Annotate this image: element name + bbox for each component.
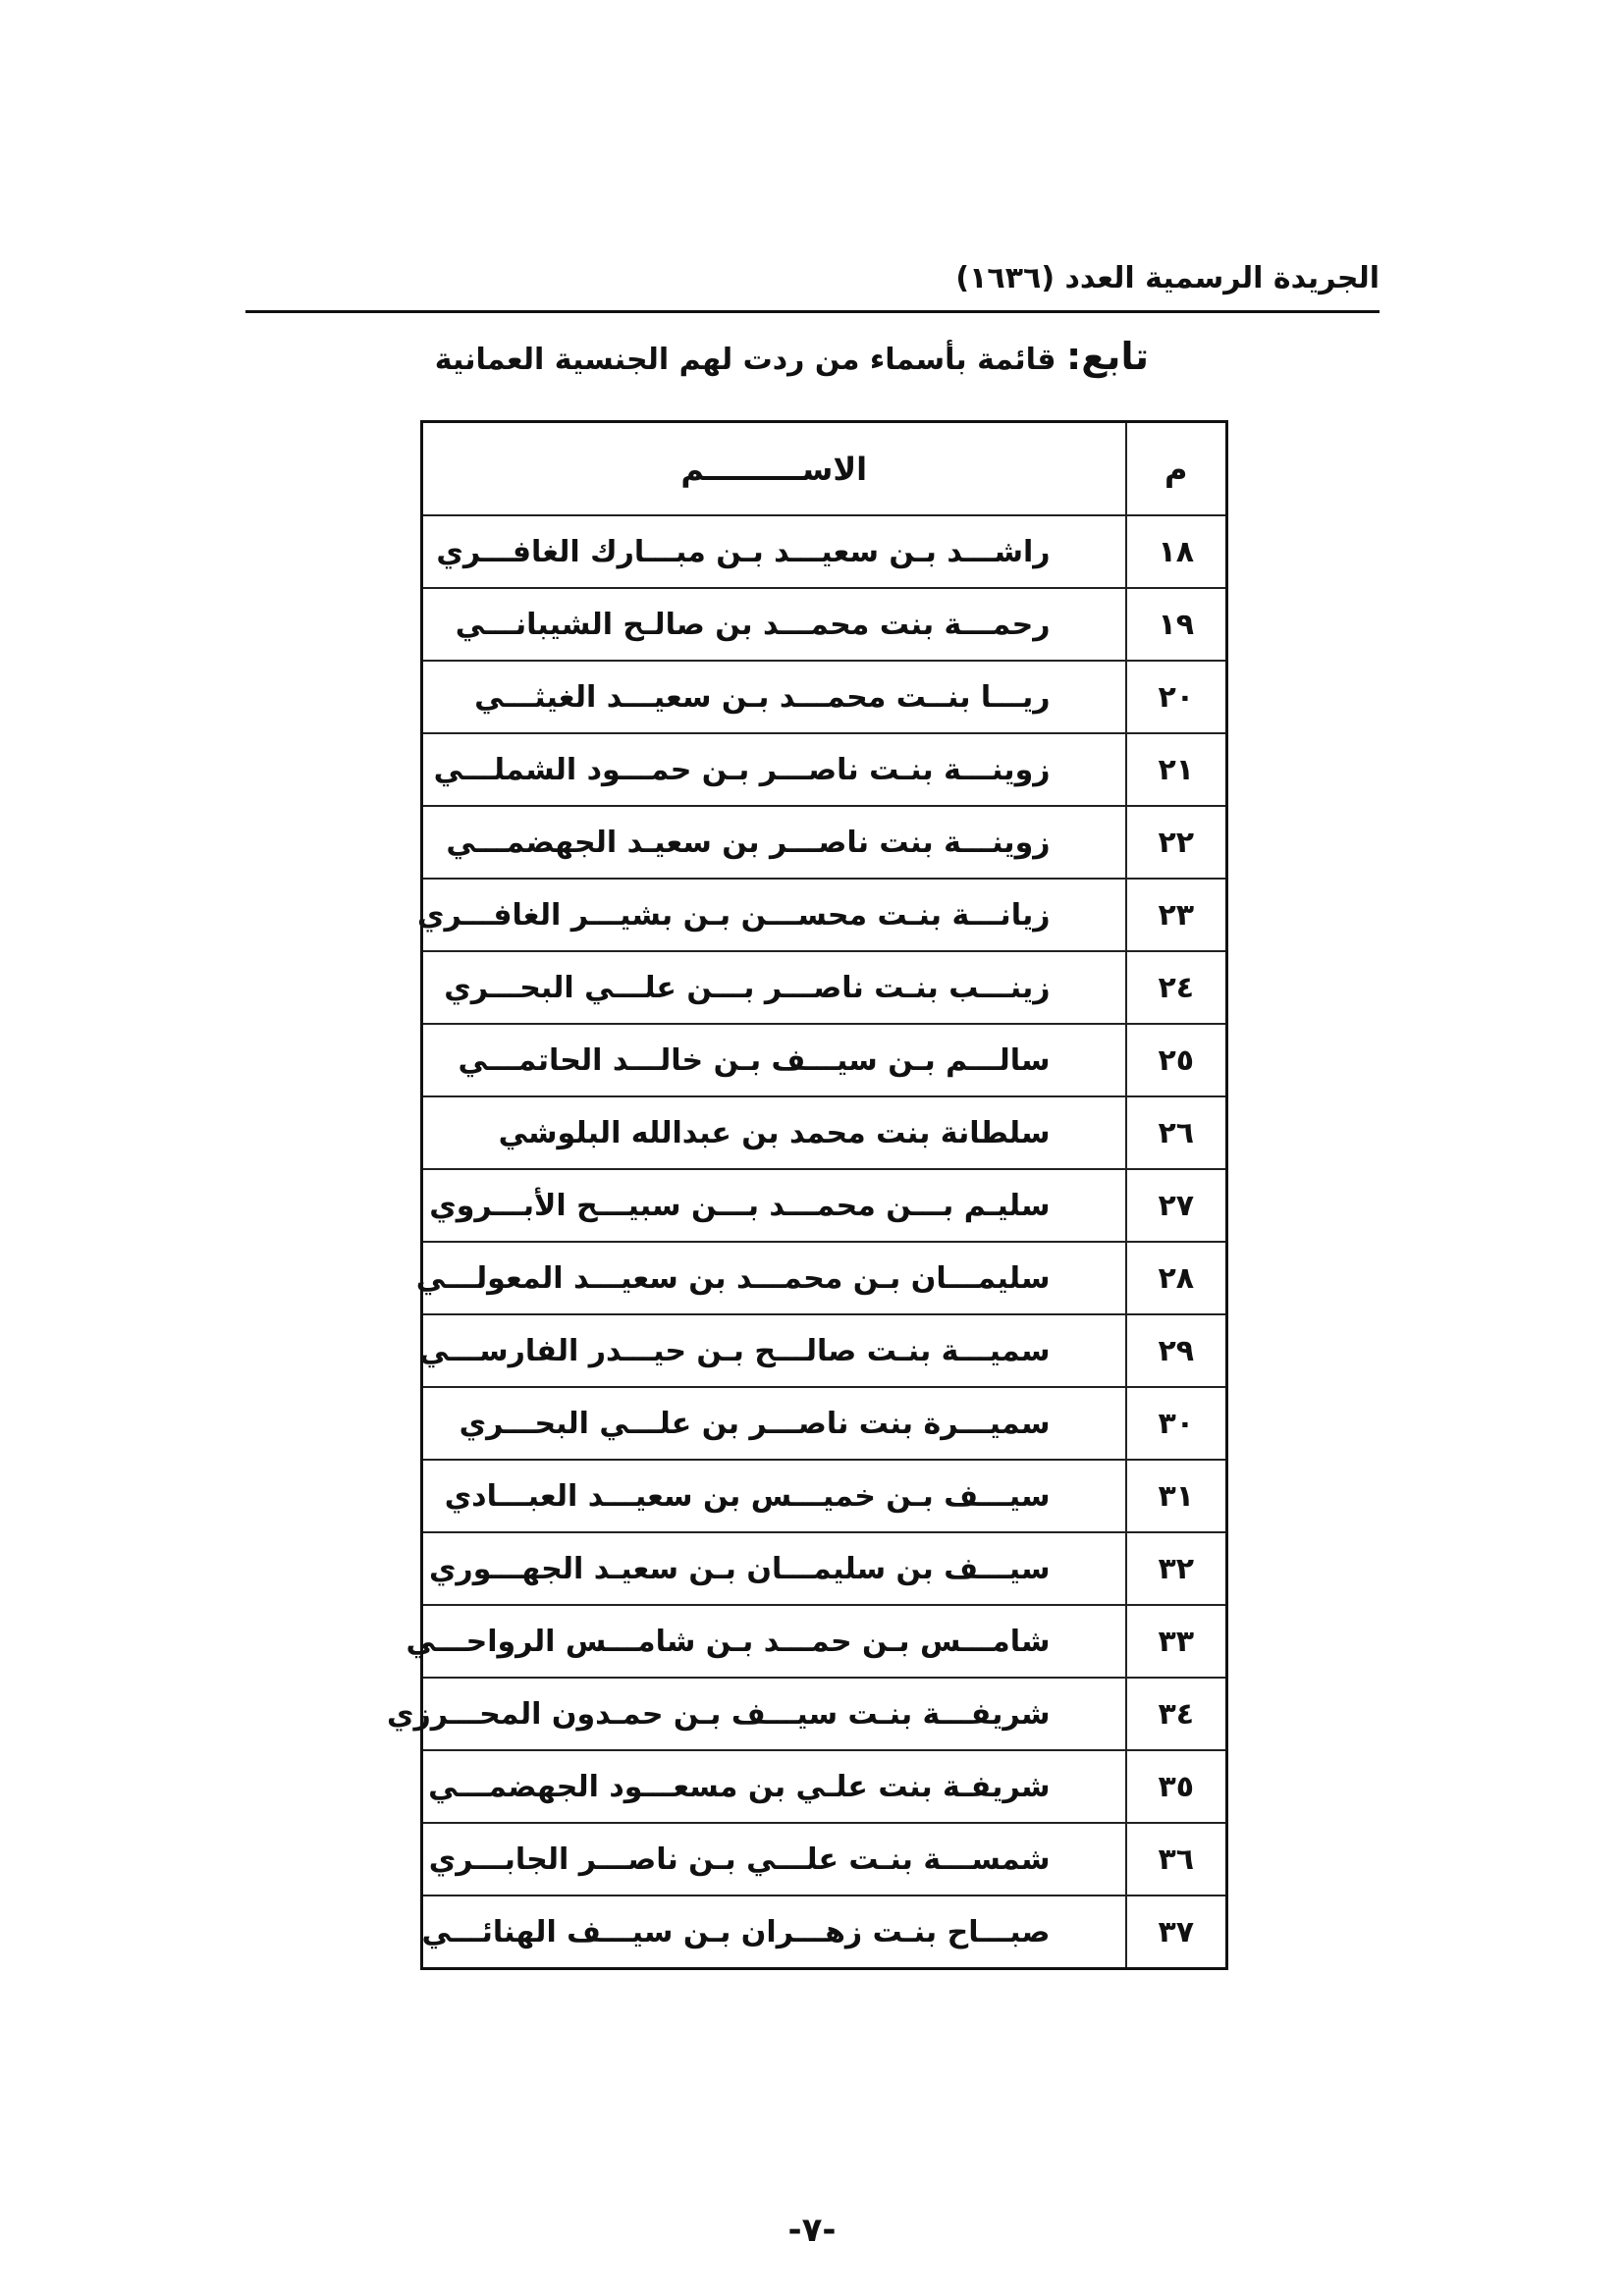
list-subtitle — [412, 332, 1149, 385]
row-number: ٣٦ — [1126, 1823, 1227, 1896]
row-name: زوينـــة بنـت ناصـــر بـن حمـــود الشملـــي — [422, 733, 1126, 806]
table-row — [422, 588, 1227, 661]
row-name: سلطانة بنت محمد بن عبدالله البلوشي — [422, 1096, 1126, 1169]
row-name: سالـــم بـن سيـــف بـن خالـــد الحاتمـــي — [422, 1024, 1126, 1096]
table-row — [422, 1532, 1227, 1605]
row-number: ١٨ — [1126, 515, 1227, 588]
row-name: زينـــب بنـت ناصـــر بـــن علـــي البحـــري — [422, 951, 1126, 1024]
row-name: سميـــرة بنت ناصـــر بن علـــي البحـــري — [422, 1387, 1126, 1460]
row-name: شريفـة بنت علـي بن مسعـــود الجهضمـــي — [422, 1750, 1126, 1823]
row-name: زوينـــة بنت ناصـــر بن سعيـد الجهضمـــي — [422, 806, 1126, 879]
row-name: ريـــا بنــت محمـــد بـن سعيـــد الغيثـــي — [422, 661, 1126, 733]
row-number: ٣٣ — [1126, 1605, 1227, 1678]
table-row — [422, 1750, 1227, 1823]
table-row — [422, 1460, 1227, 1532]
table-row — [422, 1823, 1227, 1896]
table-row — [422, 515, 1227, 588]
row-number: ٣١ — [1126, 1460, 1227, 1532]
row-number: ٢١ — [1126, 733, 1227, 806]
table-row — [422, 1096, 1227, 1169]
page-header — [245, 255, 1380, 313]
table-row — [422, 806, 1227, 879]
row-number: ٣٢ — [1126, 1532, 1227, 1605]
gazette-header-title: الجريدة الرسمية العدد (١٦٣٦) — [955, 261, 1380, 295]
row-number: ٣٥ — [1126, 1750, 1227, 1823]
table-row — [422, 1605, 1227, 1678]
table-row — [422, 661, 1227, 733]
row-number: ٢٤ — [1126, 951, 1227, 1024]
row-number: ٣٤ — [1126, 1678, 1227, 1750]
table-header-row — [422, 422, 1227, 516]
row-name: رحمـــة بنت محمـــد بن صالـح الشيبانـــي — [422, 588, 1126, 661]
row-name: راشـــد بـن سعيـــد بـن مبـــارك الغافـــري — [422, 515, 1126, 588]
table-row — [422, 1242, 1227, 1314]
row-name: شامـــس بـن حمـــد بـن شامـــس الرواحـــي — [422, 1605, 1126, 1678]
column-header-number: م — [1126, 422, 1227, 516]
row-number: ٢٠ — [1126, 661, 1227, 733]
table-row — [422, 733, 1227, 806]
table-row — [422, 951, 1227, 1024]
table-row — [422, 1896, 1227, 1969]
table-body — [386, 515, 1227, 1969]
row-name: سميـــة بنـت صالـــح بـن حيـــدر الفارســـي — [422, 1314, 1126, 1387]
row-number: ٢٧ — [1126, 1169, 1227, 1242]
row-number: ١٩ — [1126, 588, 1227, 661]
table-row — [422, 1169, 1227, 1242]
row-name: سيـــف بن سليمـــان بـن سعيـد الجهـــوري — [422, 1532, 1126, 1605]
row-name: سيـــف بـن خميـــس بن سعيـــد العبـــادي — [422, 1460, 1126, 1532]
names-table-wrapper — [386, 420, 1228, 1970]
row-name: شمســـة بنـت علـــي بـن ناصـــر الجابـــري — [422, 1823, 1126, 1896]
row-number: ٣٧ — [1126, 1896, 1227, 1969]
row-name: زيانـــة بنـت محســـن بـن بشيـــر الغافـــري — [422, 879, 1126, 951]
names-table — [386, 420, 1228, 1970]
table-row — [422, 879, 1227, 951]
table-row — [422, 1678, 1227, 1750]
row-number: ٢٢ — [1126, 806, 1227, 879]
row-number: ٣٠ — [1126, 1387, 1227, 1460]
page-number: -٧- — [787, 2211, 837, 2250]
row-name: سليمـــان بـن محمـــد بن سعيـــد المعولـــي — [422, 1242, 1126, 1314]
subtitle-text: قائمة بأسماء من ردت لهم الجنسية العمانية — [434, 343, 1056, 377]
row-name: شريفـــة بنـت سيـــف بـن حمـدون المحـــرزي — [422, 1678, 1126, 1750]
subtitle-lead: تابع: — [1066, 335, 1149, 378]
row-number: ٢٨ — [1126, 1242, 1227, 1314]
row-number: ٢٩ — [1126, 1314, 1227, 1387]
table-row — [422, 1024, 1227, 1096]
row-number: ٢٣ — [1126, 879, 1227, 951]
column-header-name: الاســـــــــم — [422, 422, 1126, 516]
row-number: ٢٦ — [1126, 1096, 1227, 1169]
row-number: ٢٥ — [1126, 1024, 1227, 1096]
table-row — [422, 1387, 1227, 1460]
row-name: صبـــاح بنـت زهـــران بـن سيـــف الهنائـــي — [422, 1896, 1126, 1969]
row-name: سليـم بـــن محمـــد بـــن سبيـــح الأبـــروي — [422, 1169, 1126, 1242]
table-row — [422, 1314, 1227, 1387]
